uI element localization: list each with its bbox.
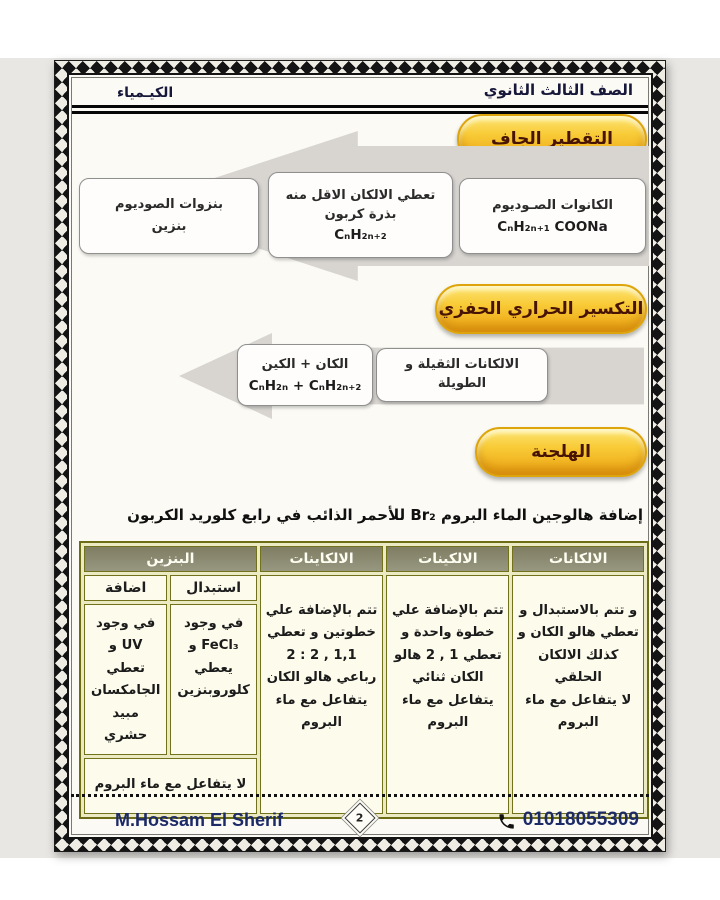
author-name: M.Hossam El Sherif <box>115 809 284 830</box>
cell-benzene-bromine: لا يتفاعل مع ماء البروم <box>84 758 257 814</box>
cell-alkanes <box>512 575 644 814</box>
cell-benzene-substitution: في وجود FeCl₃ و يعطي كلوروبنزين <box>170 604 257 755</box>
header-benzene: البنزين <box>84 546 257 572</box>
badge-catalytic-cracking: التكسير الحراري الحفزي <box>435 284 647 334</box>
header-alkenes: الالكينات <box>386 546 509 572</box>
cell-alkenes <box>386 575 509 814</box>
box-sodium-alkanoates <box>459 178 646 254</box>
box-heavy-long-alkanes <box>376 348 548 402</box>
subheader-addition: اضافة <box>84 575 167 601</box>
page-sheet <box>67 73 653 839</box>
box-text: الالكانات الثقيلة و الطويلة <box>405 357 519 391</box>
cell-text: يتفاعل مع ماء البروم <box>275 692 368 731</box>
subheader-substitution: استبدال <box>170 575 257 601</box>
cell-alkynes <box>260 575 383 814</box>
page-number-ornament <box>344 802 375 833</box>
phone-number: 01018055309 <box>522 809 639 830</box>
chemical-formula: CₙH₂ₙ₊₂ <box>334 227 387 244</box>
badge-halogenation: الهلجنة <box>475 427 647 477</box>
header-alkynes: الالكاينات <box>260 546 383 572</box>
chemical-formula: CₙH₂ₙ₊₁ COONa <box>497 218 608 235</box>
badge-dry-distillation: التقطير الجاف <box>457 114 647 164</box>
box-text: بنزين <box>151 218 187 234</box>
table-subheader-row <box>84 575 644 601</box>
footer <box>69 803 651 837</box>
cell-text: لا يتفاعل مع ماء البروم <box>525 692 632 731</box>
phone-contact <box>497 809 639 831</box>
box-text: تعطي الالكان الاقل منه بذرة كربون <box>285 187 436 222</box>
course-title: الكيـمياء <box>117 85 174 101</box>
box-gives-smaller-alkane <box>268 172 453 258</box>
cell-benzene-addition: في وجود UV و تعطي الجامكسان مبيد حشري <box>84 604 167 755</box>
box-text: الكانوات الصـوديوم <box>492 198 613 214</box>
chemical-formula: CₙH₂ₙ + CₙH₂ₙ₊₂ <box>248 377 362 394</box>
comparison-table <box>79 541 649 819</box>
cell-text: و تتم بالاستبدال و تعطي هالو الكان و كذلك الالكان الحلقي <box>517 603 639 686</box>
cell-text: تتم بالإضافة علي خطوة واحدة و تعطي 1 , 2 هالو الكان ثنائي <box>392 603 504 686</box>
page-number: 2 <box>356 811 364 825</box>
phone-icon <box>497 812 516 831</box>
cell-text: تتم بالإضافة علي خطوتين و تعطي 1,1 , 2 : 2 رباعي هالو الكان <box>265 603 378 686</box>
box-sodium-benzoate <box>79 178 259 254</box>
header-alkanes: الالكانات <box>512 546 644 572</box>
box-text: الكان + الكين <box>261 357 349 373</box>
grade-title: الصف الثالث الثانوي <box>483 81 633 99</box>
footer-dotted-divider <box>71 794 649 797</box>
halogenation-note: إضافة هالوجين الماء البروم Br₂ للأحمر الذائب في رابع كلوريد الكربون <box>127 506 643 524</box>
header-divider <box>72 105 648 114</box>
box-text: بنزوات الصوديوم <box>115 196 223 212</box>
box-alkane-plus-alkene <box>237 344 373 406</box>
cell-text: يتفاعل مع ماء البروم <box>401 692 494 731</box>
table-header-row <box>84 546 644 572</box>
worksheet-page <box>54 60 666 852</box>
